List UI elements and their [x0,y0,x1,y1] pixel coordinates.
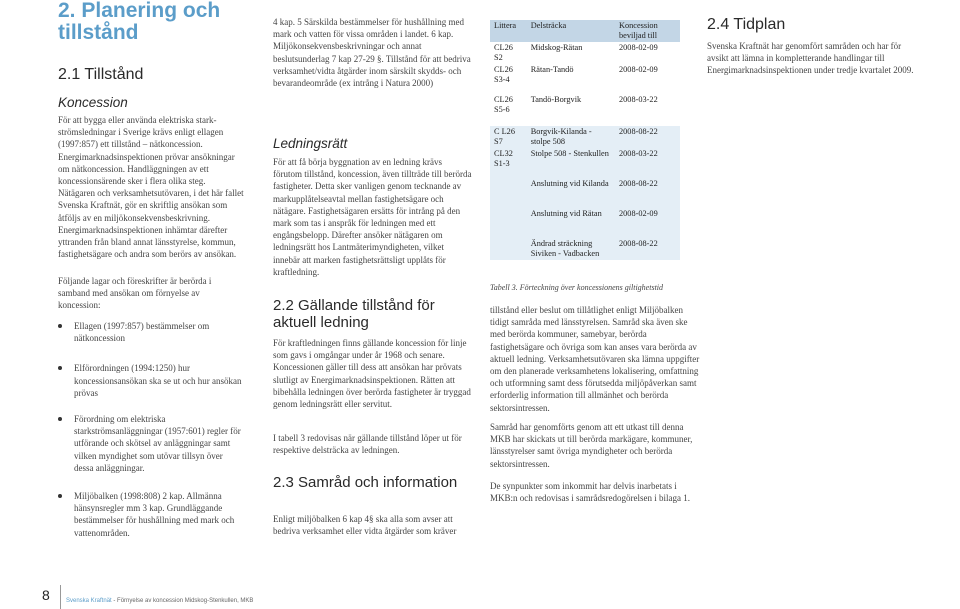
tillstand-paragraph: För kraftledningen finns gällande koncession för linje som gavs i omgångar under år 1968 och senare. Koncessionen gäller till dess att ansökan har prövats slutligt av Energimarknadsinspektionen. Rätten att bibehålla ledningen över berörda fastigheter är tryggad genom ledningsrätt eller servitut. [273,338,471,410]
miljobalken-paragraph: 4 kap. 5 Särskilda bestämmelser för hushållning med mark och vatten för vissa områden i landet. 6 kap. Miljökonsekvensbeskrivningar och annat beslutsunderlag 7 kap 27-29 §. Tillstånd för att bedriva verksamhet/vidta åtgärder inom särskilt skydds- och bevarandeområde (ex intrång i Natura 2000) [273,17,471,89]
section-heading-23: 2.3 Samråd och information [273,474,458,491]
footer-title [66,598,253,604]
samrad-paragraph-start: Enligt miljöbalken 6 kap 4§ ska alla som avser att bedriva verksamhet eller vidta åtgärder som kräver [273,514,457,537]
section-heading-24: 2.4 Tidplan [707,16,786,33]
list-item: Elförordningen (1994:1250) hur koncessionsansökan ska se ut och hur ansökan prövas [58,362,244,399]
bullet-icon [58,494,62,498]
footer-divider [60,585,61,609]
koncession-paragraph: För att bygga eller använda elektriska stark-strömsledningar i Sverige krävs enligt ellagen (1997:857) ett tillstånd – nätkoncession. Energimarknadsinspektionen prövar ansökningar om nätkoncession. Handläggningen av ett koncessionsärende sker i flera olika steg. Nätägaren och verksamhetsutövaren, i det här fallet Svenska Kraftnät, gör en skriftlig ansökan som åtföljs av en miljökonsekvensbeskrivning. Energimarknadsinspektionen inhämtar därefter yttranden från bland annat länsstyrelse, kommun, fastighetsägare och andra som berörs av ansökan. [58,115,244,260]
table-row: CL26 S3-4 Rätan-Tandö 2008-02-09 [494,65,658,84]
list-item: Förordning om elektriska starkströmsanläggningar (1957:601) regler för utförande och skötsel av anläggningar samt vilken myndighet som utövar tillsyn över dessa anläggningar. [58,413,244,474]
footer-brand: Svenska Kraftnät [66,598,112,604]
table-row: Ändrad sträckning Siviken - Vadbacken 2008-08-22 [490,238,680,260]
section-heading-22: 2.2 Gällande tillstånd för aktuell ledning [273,297,435,331]
bullet-icon [58,324,62,328]
ledningsratt-paragraph: För att få börja byggnation av en ledning krävs förutom tillstånd, koncession, även tillträde till berörda fastigheter. Detta sker vanligen genom tecknande av markupplåtelseavtal mellan fastighetsägare och nätägare. Fastighetsägaren ersätts för intrång på den mark som tas i anspråk för ledningen med ett engångsbelopp. Därefter ansöker nätägaren om ledningsrätt hos Lantmäterimyndigheten, vilket innebär att marken fastighetsrättsligt upplåts för kraftledning. [273,157,472,277]
table-row: CL26 S2 Midskog-Rätan 2008-02-09 [494,43,658,62]
chapter-heading: 2. Planering och tillstånd [58,0,221,44]
footer-doc-title: - Förnyelse av koncession Midskog-Stenkullen, MKB [111,598,254,604]
tidplan-paragraph: Svenska Kraftnät har genomfört samråden och har för avsikt att lämna in kompletterande handlingar till Energimarknadsinspektionen under tredje kvartalet 2009. [707,41,914,76]
samrad-paragraph: tillstånd eller beslut om tillåtlighet enligt Miljöbalken tidigt samråda med länsstyrelsen. Samråd ska även ske med berörda kommuner, samebyar, berörda fastighetsägare och övriga som kan anses vara berörda av aktuell ledning. Verksamhetsutövaren ska lämna uppgifter om den planerade verksamhetens lokalisering, omfattning och utformning samt dess förutsedda miljöpåverkan samt erforderlig information till allmänhet och berörda sektorsintressen. [490,305,700,413]
table-row: CL32 S1-3 Stolpe 508 - Stenkullen 2008-03-22 [490,148,680,178]
synpunkter-paragraph: De synpunkter som inkommit har delvis inarbetats i MKB:n och redovisas i samrådsredogörelsen i bilaga 1. [490,481,690,504]
bullet-icon [58,366,62,370]
laws-list [58,320,244,559]
list-item: Miljöbalken (1998:808) 2 kap. Allmänna hänsynsregler mm 3 kap. Grundläggande bestämmelser för hushållning med mark och vattenområden. [58,490,244,539]
table-caption: Tabell 3. Förteckning över koncessionens giltighetstid [490,283,664,292]
table-header: Delsträcka [527,20,615,42]
table-row: Anslutning vid Kilanda 2008-08-22 [490,178,680,208]
laws-intro-paragraph: Följande lagar och föreskrifter är berörda i samband med ansökan om förnyelse av koncession: [58,276,212,311]
koncession-table [490,20,680,260]
samrad-genomfort-paragraph: Samråd har genomförts genom att ett utkast till denna MKB har skickats ut till berörda markägare, kommuner, länsstyrelser samt övriga myndigheter och berörda sektorsintressen. [490,422,693,469]
page-footer [0,585,960,609]
subheading-ledningsratt: Ledningsrätt [273,136,348,151]
section-heading-21: 2.1 Tillstånd [58,66,144,83]
subheading-koncession: Koncession [58,95,128,110]
bullet-icon [58,417,62,421]
page-number: 8 [42,587,50,603]
tabell-reference-paragraph: I tabell 3 redovisas när gällande tillstånd löper ut för respektive delsträcka av ledningen. [273,433,462,456]
table-header-row [490,20,680,42]
table-row: Anslutning vid Rätan 2008-02-09 [490,208,680,238]
table-row: CL26 S5-6 Tandö-Borgvik 2008-03-22 [494,95,658,114]
table-header: Littera [490,20,527,42]
table-header: Koncession beviljad till [615,20,680,42]
list-item: Ellagen (1997:857) bestämmelser om nätkoncession [58,320,244,344]
table-row: C L26 S7 Borgvik-Kilanda - stolpe 508 2008-08-22 [490,126,680,148]
